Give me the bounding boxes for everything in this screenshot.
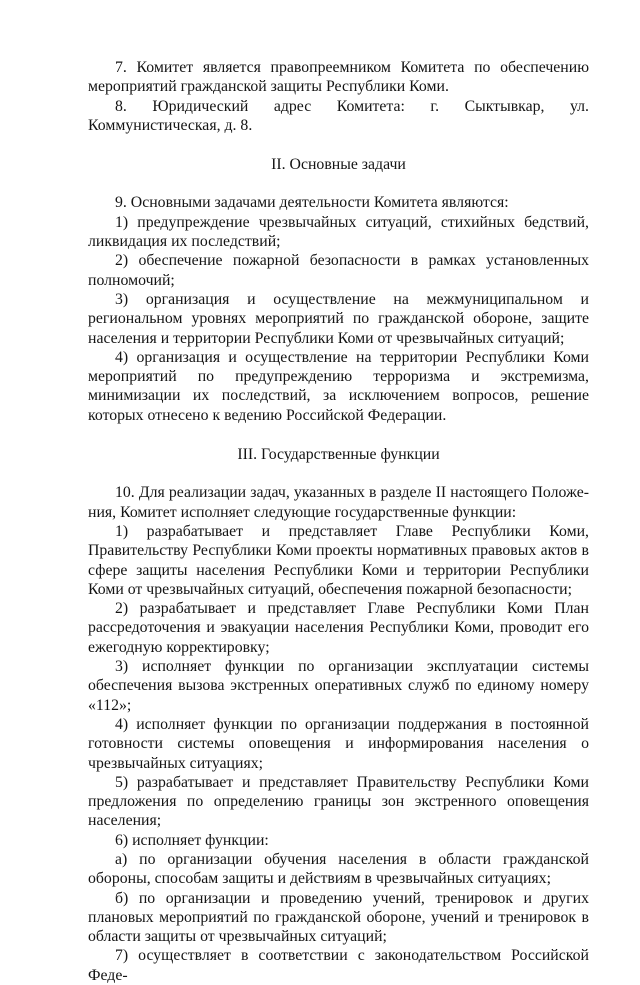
list-item-function-5: 5) разрабатывает и представляет Правительству Республики Коми предложения по определению границы зон экстренного оповещения населения; [88,773,589,830]
list-item-function-6b: б) по организации и проведению учений, тренировок и других плановых мероприятий по гражданской обороне, учений и тренировок в области защиты от чрезвычайных ситуаций; [88,889,589,946]
list-item-task-2: 2) обеспечение пожарной безопасности в рамках установленных полномочий; [88,252,589,289]
spacer [88,135,589,155]
paragraph-10: 10. Для реализации задач, указанных в разделе II настоящего Положения, Комитет исполняет следующие государственные функции: [88,484,589,521]
spacer [88,464,589,483]
list-item-task-1: 1) предупреждение чрезвычайных ситуаций, стихийных бедствий, ликвидация их последствий; [88,213,589,251]
list-item-function-4: 4) исполняет функции по организации поддержания в постоянной готовности системы оповещения и информирования населения о чрезвычайных ситуациях; [88,715,589,772]
list-item-task-3: 3) организация и осуществление на межмуниципальном и региональном уровнях мероприятий по гражданской обороне, защите населения и территории Республики Коми от чрезвычайных ситуаций; [88,290,589,347]
list-item-function-7: 7) осуществляет в соответствии с законодательством Российской Феде- [88,947,589,984]
document-body [88,58,589,985]
paragraph-7: 7. Комитет является правопреемником Комитета по обеспечению мероприятий гражданской защиты Республики Коми. [88,59,589,96]
list-item-function-1: 1) разрабатывает и представляет Главе Республики Коми, Правительству Республики Коми проекты нормативных правовых актов в сфере защиты населения Республики Коми и территории Республики Коми от чрезвычайных ситуаций, обеспечения пожарной безопасности; [88,522,589,598]
list-item-function-3: 3) исполняет функции по организации эксплуатации системы обеспечения вызова экстренных оперативных служб по единому номеру «112»; [88,658,589,714]
spacer [88,174,589,193]
spacer [88,425,589,445]
list-item-task-4: 4) организация и осуществление на территории Республики Коми мероприятий по предупреждению терроризма и экстремизма, минимизации их последствий, за исключением вопросов, решение которых отнесено к ведению Российской Федерации. [88,348,589,424]
paragraph-8: 8. Юридический адрес Комитета: г. Сыктывкар, ул. Коммунистическая, д. 8. [88,97,589,134]
list-item-function-6a: а) по организации обучения населения в области гражданской обороны, способам защиты и действиям в чрезвычайных ситуациях; [88,850,589,888]
list-item-function-2: 2) разрабатывает и представляет Главе Республики Коми План рассредоточения и эвакуации населения Республики Коми, проводит его ежегодную корректировку; [88,600,589,656]
section-heading-tasks: II. Основные задачи [271,156,406,174]
list-item-function-6: 6) исполняет функции: [115,831,269,849]
paragraph-9: 9. Основными задачами деятельности Комитета являются: [115,194,509,212]
section-heading-functions: III. Государственные функции [237,446,440,464]
